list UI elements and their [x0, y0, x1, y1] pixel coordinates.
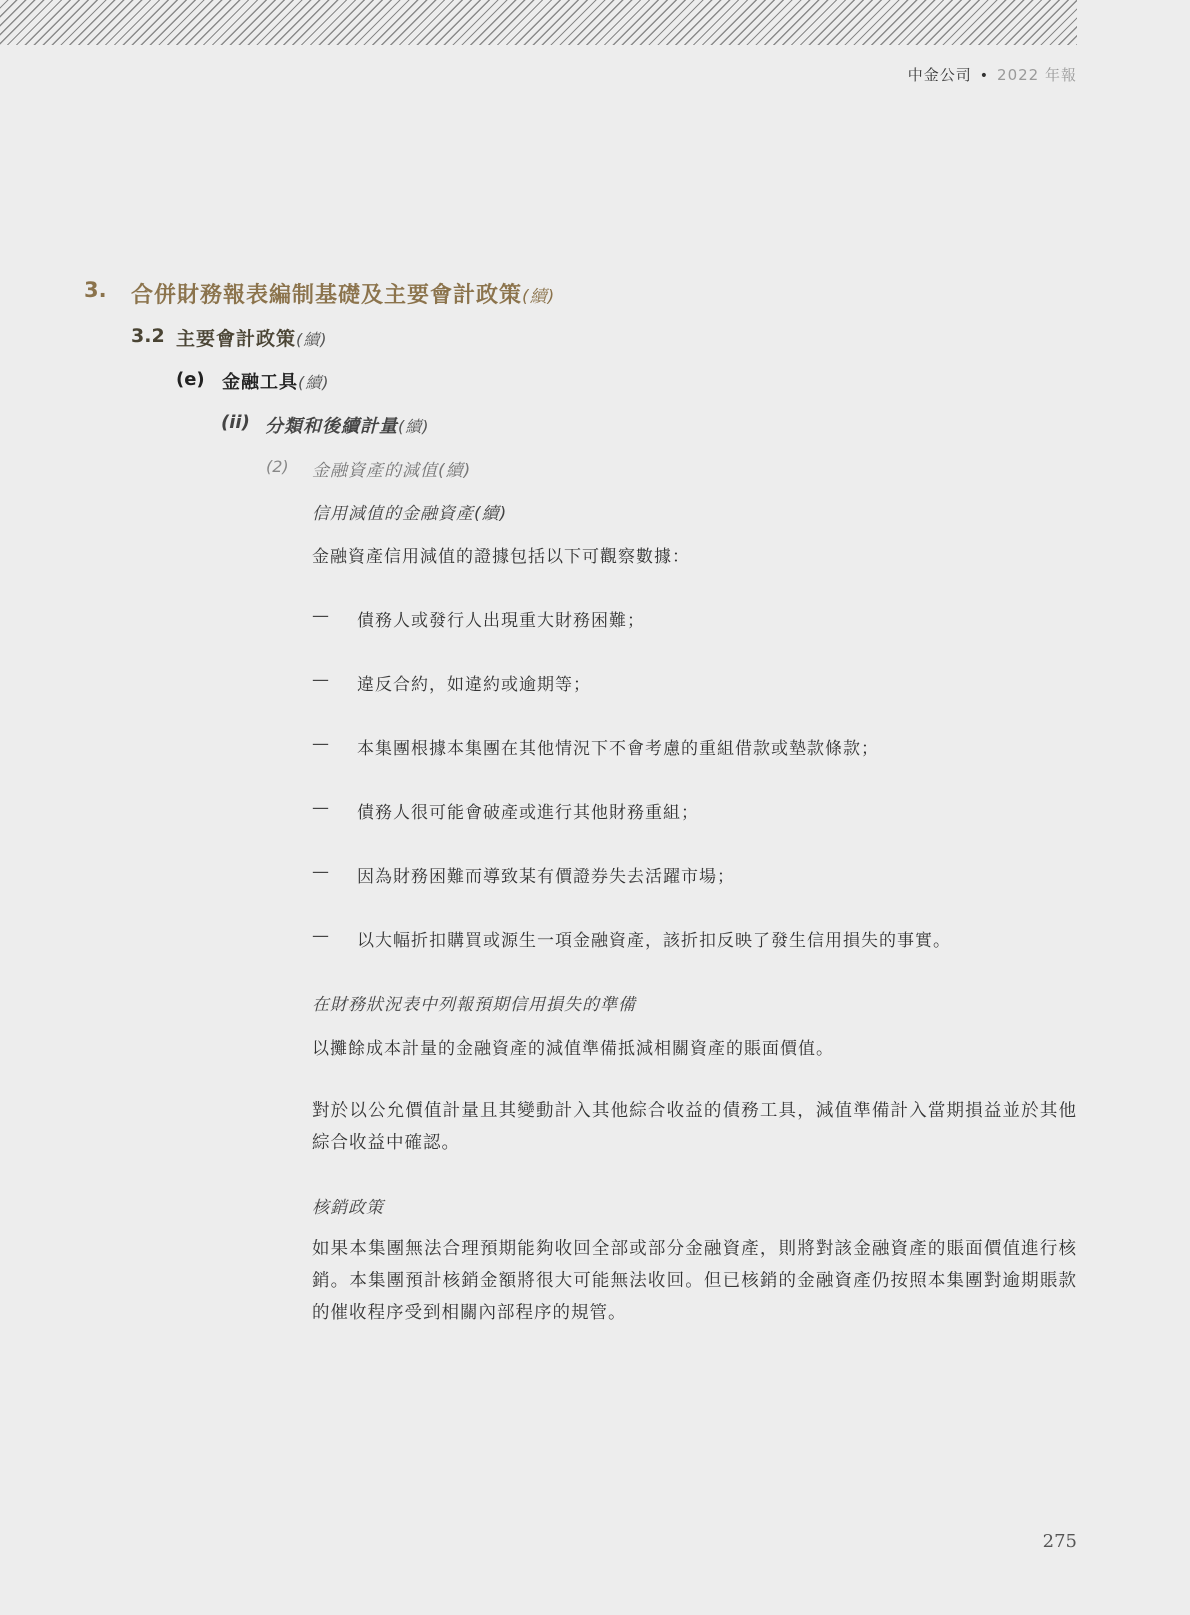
item-e-title-text: 金融工具 [222, 372, 298, 393]
item-ii-number: (ii) [221, 412, 250, 433]
decorative-hatch-band [0, 0, 1077, 45]
item-2-number: (2) [266, 457, 289, 476]
item-ii-continued: (續) [398, 417, 430, 436]
presentation-paragraph-1: 以攤餘成本計量的金融資產的減值準備抵減相關資產的賬面價值。 [312, 1039, 834, 1059]
item-ii-title [265, 412, 430, 438]
header-year: 2022 年報 [997, 66, 1077, 84]
bullet-dash: — [312, 926, 329, 946]
presentation-paragraph-2: 對於以公允價值計量且其變動計入其他綜合收益的債務工具，減值準備計入當期損益並於其他綜合收益中確認。 [312, 1101, 1077, 1153]
bullet-item: 以大幅折扣購買或源生一項金融資產，該折扣反映了發生信用損失的事實。 [357, 931, 951, 951]
subsection-continued: (續) [296, 330, 328, 349]
writeoff-heading: 核銷政策 [312, 1198, 384, 1218]
section-title [131, 278, 555, 309]
bullet-item: 債務人或發行人出現重大財務困難； [357, 611, 645, 631]
item-2-title: 金融資產的減值(續) [312, 461, 472, 481]
subsection-number: 3.2 [131, 325, 165, 347]
bullet-dash: — [312, 862, 329, 882]
bullet-dash: — [312, 670, 329, 690]
item-e-continued: (續) [298, 373, 330, 392]
item-e-number: (e) [176, 369, 205, 390]
bullet-dash: — [312, 798, 329, 818]
bullet-dash: — [312, 734, 329, 754]
bullet-item: 因為財務困難而導致某有價證券失去活躍市場； [357, 867, 735, 887]
bullet-item: 違反合約，如違約或逾期等； [357, 675, 591, 695]
bullet-dash: — [312, 606, 329, 626]
header-company: 中金公司 [907, 66, 972, 84]
section-title-text: 合併財務報表編制基礎及主要會計政策 [131, 283, 523, 308]
presentation-heading: 在財務狀況表中列報預期信用損失的準備 [312, 995, 636, 1015]
evidence-intro: 金融資產信用減值的證據包括以下可觀察數據： [312, 547, 690, 567]
credit-impaired-heading: 信用減值的金融資產(續) [312, 504, 508, 524]
section-number: 3. [84, 278, 107, 302]
header-separator-dot: • [979, 68, 990, 84]
subsection-title-text: 主要會計政策 [176, 328, 297, 350]
page-number: 275 [1042, 1531, 1077, 1552]
section-continued: (續) [522, 287, 556, 307]
bullet-item: 本集團根據本集團在其他情況下不會考慮的重組借款或墊款條款； [357, 739, 879, 759]
bullet-item: 債務人很可能會破產或進行其他財務重組； [357, 803, 699, 823]
running-header [908, 64, 1077, 85]
item-e-title [222, 368, 330, 394]
item-ii-title-text: 分類和後續計量 [265, 416, 398, 437]
writeoff-paragraph: 如果本集團無法合理預期能夠收回全部或部分金融資產，則將對該金融資產的賬面價值進行核銷。本集團預計核銷金額將很大可能無法收回。但已核銷的金融資產仍按照本集團對逾期賬款的催收程序受到相關內部程序的規管。 [312, 1239, 1077, 1323]
subsection-title [176, 324, 328, 351]
